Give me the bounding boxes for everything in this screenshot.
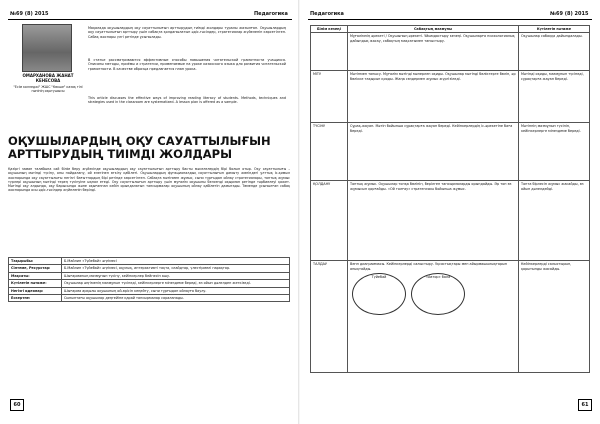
- table-row: [9, 265, 290, 272]
- author-affiliation: "Есім колледжі" ЖШС "Көкше" казақ тілі пәнінің оқытушысы: [13, 85, 83, 93]
- table-row: [311, 123, 590, 181]
- table-row: [311, 71, 590, 123]
- header-journal: Педагогика: [310, 11, 344, 17]
- abstract-en: This article discusses the effective ways of improving reading literacy of students. Methods, techniques and strategies used in the classroom are systematized. A lesson plan is offered as a sample.: [88, 96, 286, 105]
- info-value: Шығарма арқылы оқушының ой-өрісін кеңейту, сыни тұрғыдан ойлауға баулу.: [62, 287, 290, 294]
- info-key: Ескертпе:: [9, 295, 62, 302]
- info-key: Мақсаты:: [9, 272, 62, 279]
- result-cell: Мәтіннің мазмұнын түсініп, кейіпкерлерге мінездеме береді.: [519, 123, 590, 181]
- info-key: Негізгі идеялар:: [9, 287, 62, 294]
- content-cell: Мәтінмен танысу. Мұғалім мәтінді мәнерлеп оқиды. Оқушылар мәтінді бөліктерге бөліп, әр бөлікке тақырып қояды. Жаңа сөздермен жұмыс жүргізіледі.: [348, 71, 519, 123]
- result-cell: Мәтінді оқиды, мазмұнын түсінеді, сұрақтарға жауап береді.: [519, 71, 590, 123]
- header-rule: [8, 19, 292, 20]
- header-journal: Педагогика: [254, 11, 288, 17]
- venn-ellipse-right: «Автор» бала: [411, 273, 465, 315]
- content-cell: Мұғалімнің әрекеті / Оқушының әрекеті. Ұйымдастыру кезеңі. Оқушыларға психологиялық дайындық жасау, сабақтың мақсатымен таныстыру.: [348, 33, 519, 71]
- abstract-ru: В статье рассматриваются эффективные способы повышения читательской грамотности учащихся. Описаны методы, приёмы и стратегии, применяемые на уроке казахского языка для развития читательской грамотности. В качестве образца предлагается план урока.: [88, 58, 286, 71]
- table-row: [9, 258, 290, 265]
- info-key: Күтілетін нәтиже:: [9, 280, 62, 287]
- content-text: Венн диаграммасы. Кейіпкерлерді салыстыру. Ұқсастықтары мен айырмашылықтарын анықтайды.: [350, 262, 508, 271]
- table-row: [311, 181, 590, 261]
- author-name: ОМАРХАНОВА ЖАНАТ КЕНЕСОВА: [22, 73, 74, 83]
- abstract-kz: Мақалада оқушылардың оқу сауаттылығын арттырудың тиімді жолдары туралы жазылған. Оқушылардың оқу сауаттылығын арттыру үшін сабақта қолданылатын әдіс-тәсілдер, стратегиялар жүйеленіп көрсетілген. Сабақ жоспары үлгі ретінде ұсынылады.: [88, 26, 286, 39]
- column-header: Білім кезеңі: [311, 26, 348, 33]
- content-cell: Топтық жұмыс. Оқушылар топқа бөлініп, берілген тапсырмаларды орындайды. Әр топ өз жұмысын қорғайды. «Ой толғау» стратегиясы бойынша жұмыс.: [348, 181, 519, 261]
- result-cell: Оқушылар сабаққа дайындалады.: [519, 33, 590, 71]
- info-value: Шығарманың мазмұнын түсіну, кейіпкерлер бейнесін ашу.: [62, 272, 290, 279]
- stage-cell: ҚОЛДАНУ: [311, 181, 348, 261]
- info-value: Оқушылар әңгіменің мазмұнын түсінеді, кейіпкерлерге мінездеме береді, өз ойын дәлелдеп жеткізеді.: [62, 280, 290, 287]
- result-cell: Топта бірлесіп жұмыс жасайды, өз ойын дәлелдейді.: [519, 181, 590, 261]
- stage-cell: [311, 33, 348, 71]
- table-row: [9, 280, 290, 287]
- header-rule: [308, 19, 592, 20]
- info-key: Тақырыбы:: [9, 258, 62, 265]
- header-issue: №69 (8) 2015: [10, 11, 49, 17]
- table-header-row: [311, 26, 590, 33]
- info-value: Б.Майлин «Түйебай» әңгімесі: [62, 258, 290, 265]
- content-cell: [348, 261, 519, 373]
- info-value: Сыныптағы оқушылар деңгейіне қарай тапсырмалар сараланады.: [62, 295, 290, 302]
- venn-ellipse-left: Түйебай: [352, 273, 406, 315]
- column-header: Күтілетін нәтиже: [519, 26, 590, 33]
- header-issue: №69 (8) 2015: [550, 11, 589, 17]
- content-cell: Сұрақ-жауап. Мәтін бойынша сұрақтарға жауап береді. Кейіпкерлердің іс-әрекетіне баға береді.: [348, 123, 519, 181]
- stage-cell: ТҮСІНУ: [311, 123, 348, 181]
- info-key: Сілтеме, Ресурстар:: [9, 265, 62, 272]
- page-number: 61: [578, 399, 592, 411]
- author-photo: [22, 24, 72, 72]
- lesson-info-table: [8, 257, 290, 302]
- table-row: [9, 295, 290, 302]
- article-title: ОҚУШЫЛАРДЫҢ ОҚУ САУАТТЫЛЫҒЫН АРТТЫРУДЫҢ ТИІМДІ ЖОЛДАРЫ: [8, 134, 271, 161]
- venn-diagram: [350, 271, 516, 315]
- lesson-plan-table: [310, 25, 590, 373]
- stage-cell: ТАЛДАУ: [311, 261, 348, 373]
- table-row: [9, 287, 290, 294]
- article-body: Қазіргі заман талабына сай білім беру жүйесінде оқушылардың оқу сауаттылығын арттыру басты мәселелердің бірі болып отыр. Оқу сауаттылығы – оқушының мәтінді түсіну, оны пайдалану, ой елегінен өткізу қабілеті. Оқушылардың функционалдық сауаттылығын дамыту жөніндегі ұлттық іс-қимыл жоспарында оқу сауаттылығы негізгі бағыттардың бірі ретінде көрсетілген. Сабақта мәтінмен жұмыс, сыни тұрғыдан ойлау стратегиялары, топтық жұмыс түрлері оқушының мәтінді терең түсінуіне ықпал етеді. Оқу сауаттылығын арттыру үшін мұғалім оқушыны белсенді оқырман ретінде тәрбиелеуі қажет. Мәтінді оқу алдында, оқу барысында және оқығаннан кейін орындалатын тапсырмалар оқушының ойлау қабілетін дамытады. Төменде ұсынылған сабақ жоспарында осы әдіс-тәсілдер жүйеленіп берілді.: [8, 167, 290, 193]
- table-row: [9, 272, 290, 279]
- table-row: [311, 261, 590, 373]
- column-header: Сабақтың мазмұны: [348, 26, 519, 33]
- result-cell: Кейіпкерлерді салыстырып, қорытынды жасайды.: [519, 261, 590, 373]
- info-value: Б.Майлин «Түйебай» әңгімесі, оқулық, интерактивті тақта, слайдтар, үлестірмелі парақтар.: [62, 265, 290, 272]
- table-row: [311, 33, 590, 71]
- stage-cell: МІТУ: [311, 71, 348, 123]
- page-number: 60: [10, 399, 24, 411]
- right-page: [300, 0, 600, 424]
